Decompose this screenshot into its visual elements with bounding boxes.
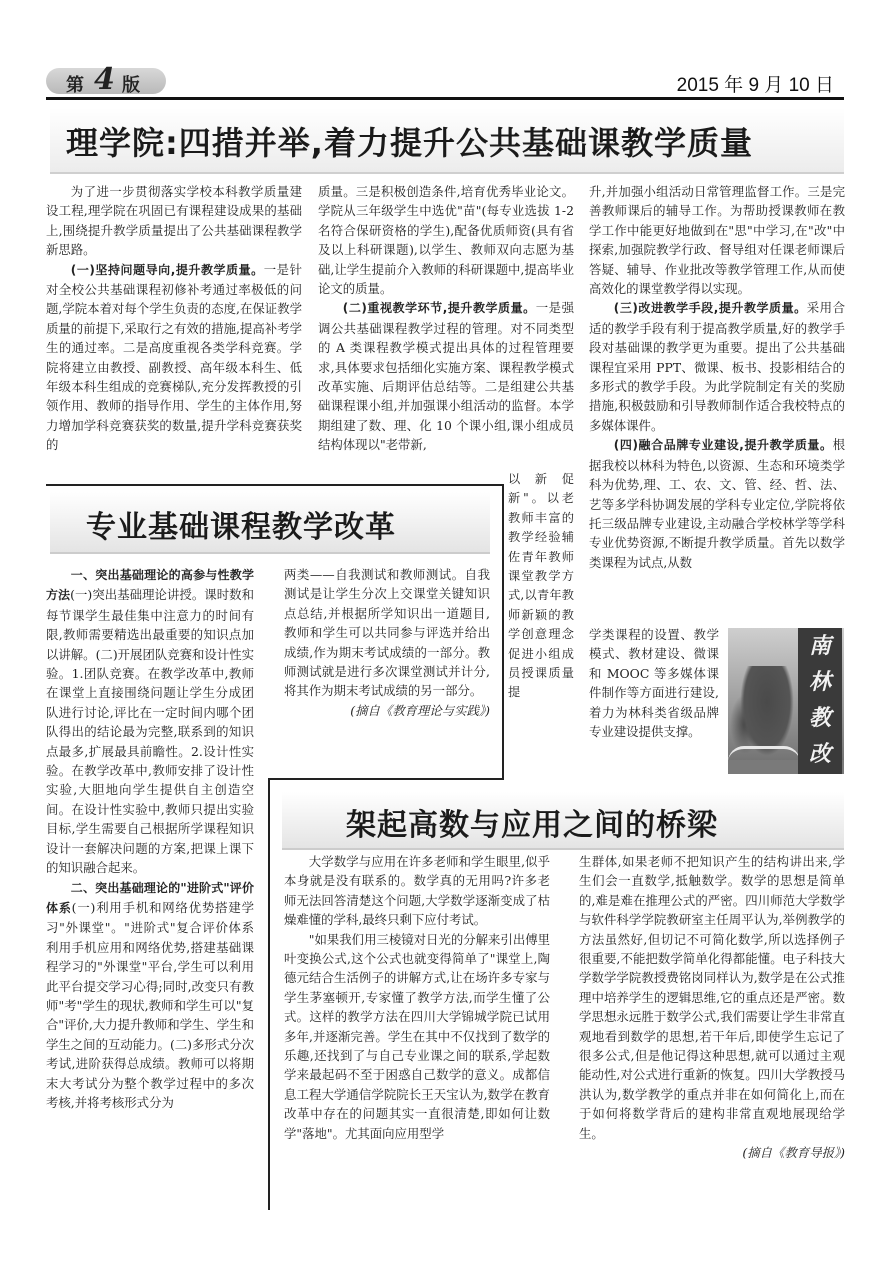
article2-top-rule: [46, 484, 504, 486]
article1-paragraph: 质量。三是积极创造条件,培育优秀毕业论文。学院从三年级学生中选优"苗"(每专业选拔 1-2 名符合保研资格的学生),配备优质师资(具有省及以上科研课题),以学生、教师双向志愿为基础,让学生提前介入教师的科研课题中,提高毕业论文的质量。: [318, 184, 574, 297]
article1-column-1: [46, 182, 302, 482]
article2-subheading: 二、突出基础理论的"进阶式"评价体系: [46, 880, 254, 915]
article1-title-box: [50, 108, 844, 174]
article3-column-1: [284, 852, 550, 1212]
page-number-badge: [46, 62, 166, 97]
article2-bottom-rule: [268, 778, 504, 780]
article2-column-2: [284, 565, 490, 755]
article1-paragraph: [589, 435, 845, 572]
article1-subheading: (一)坚持问题导向,提升教学质量。: [70, 262, 264, 277]
article3-title-box: [282, 792, 844, 850]
article3-column-2: [579, 852, 845, 1212]
article1-text: 根据我校以林科为特色,以资源、生态和环境类学科为优势,理、工、农、文、管、经、哲、法、艺等多学科协调发展的学科专业定位,学院将依托三级品牌专业建设,主动融合学校林学等学科专业优势资源,不断提升教学质量。首先以数学类课程为试点,从数: [589, 437, 845, 570]
header-rule: [46, 97, 844, 100]
article1-text: 一是针对全校公共基础课程初修补考通过率极低的问题,学院本着对每个学生负责的态度,在保证教学质量的前提下,采取行之有效的措施,提高补考学生的通过率。二是高度重视各类学科竞赛。学院将建立由教授、副教授、高年级本科生、低年级本科生组成的竞赛梯队,充分发挥教授的引领作用、教师的指导作用、学生的主体作用,努力增加学科竞赛获奖的数量,提升学科竞赛获奖的: [46, 261, 302, 453]
article2-text: (一)突出基础理论讲授。课时数和每节课学生最佳集中注意力的时间有限,教师需要精选出最重要的知识点加以讲解。(二)开展团队竞赛和设计性实验。1.团队竞赛。在教学改革中,教师在课堂上直接围绕问题让学生分成团队进行讨论,评比在一定时间内哪个团队得出的结论最为完整,联系到的知识点最多,扩展最具前瞻性。2.设计性实验。在教学改革中,教师安排了设计性实验,大胆地向学生提供自主创造空间。在设计性实验中,教师只提出实验目标,学生需要自己根据所学课程知识设计一套解决问题的方案,把课上课下的知识融合起来。: [46, 587, 254, 876]
article2-paragraph: [46, 878, 254, 1113]
article1-subheading: (三)改进教学手段,提升教学质量。: [613, 301, 807, 316]
article2-text: (一)利用手机和网络优势搭建学习"外课堂"。"进阶式"复合评价体系利用手机应用和网络优势,搭建基础课程学习的"外课堂"平台,学生可以利用此平台提交学习心得;同时,改变只有教师"考"学生的现状,教师和学生可以"复合"评价,大力提升教师和学生、学生和学生之间的互动能力。(二)多形式分次考试,进阶获得总成绩。教师可以将期末大考试分为整个教学过程中的多次考核,并将考核形式分为: [46, 899, 254, 1110]
article1-paragraph: 为了进一步贯彻落实学校本科教学质量建设工程,理学院在巩固已有课程建设成果的基础上,围绕提升教学质量提出了公共基础课程教学新思路。: [46, 184, 302, 258]
page-header: [46, 62, 844, 100]
article1-paragraph: [589, 298, 845, 435]
page-number: 4: [94, 62, 115, 97]
article2-subheading: 一、突出基础理论的高参与性教学方法: [46, 568, 254, 603]
page-prefix: 第: [66, 75, 84, 96]
stamp-char: 教: [808, 705, 831, 731]
campus-photo: [728, 628, 844, 774]
article3-title: 架起高数与应用之间的桥梁: [346, 808, 718, 843]
article1-title: 理学院:四措并举,着力提升公共基础课教学质量: [66, 124, 753, 162]
article2-column-1: [46, 565, 254, 1210]
stamp-char: 南: [808, 633, 831, 659]
article1-paragraph: 学类课程的设置、教学模式、教材建设、微课和 MOOC 等多媒体课件制作等方面进行建设,着力为林科类省级品牌专业建设提供支撑。: [589, 627, 719, 740]
article1-text: 一是强调公共基础课程教学过程的管理。对不同类型的 A 类课程教学模式提出具体的过程管理要求,具体要求包括细化实施方案、课程教学模式改革实施、后期评估总结等。二是组建公共基础课程课小组,并加强课小组活动的监督。本学期组建了数、理、化 10 个课小组,课小组成员结构体现以"老带新,: [318, 300, 574, 453]
article3-paragraph: 生群体,如果老师不把知识产生的结构讲出来,学生们会一直数学,抵触数学。数学的思想是简单的,难是难在推理公式的严密。四川师范大学数学与软件科学学院教研室主任周平认为,举例教学的方法虽然好,但切记不可简化数学,所以选择例子很重要,不能把数学简单化得都能懂。电子科技大学数学学院教授费铭岗同样认为,数学是在公式推理中培养学生的逻辑思维,它的重点还是严密。数学思想永远胜于数学公式,我们需要让学生非常直观地看到数学的思想,若干年后,即使学生忘记了很多公式,但是他记得这种思想,就可以通过主观能动性,对公式进行重新的恢复。四川大学教授马洪认为,数学教学的重点并非在如何简化上,而在于如何将数学背后的建构非常直观地展现给学生。: [579, 854, 845, 1141]
article3-paragraph: "如果我们用三棱镜对日光的分解来引出傅里叶变换公式,这个公式也就变得简单了"课堂上,陶德元结合生活例子的讲解方式,让在场许多专家与学生茅塞顿开,专家懂了教学方法,而学生懂了公式。这样的教学方法在四川大学锦城学院已试用多年,并逐渐完善。学生在其中不仅找到了数学的乐趣,还找到了与自己专业课之间的联系,学起数学来最起码不至于困惑自己数学的意义。成都信息工程大学通信学院院长王天宝认为,数学在教育改革中存在的问题其实一直很清楚,即如何让数学"落地"。尤其面向应用型学: [284, 931, 550, 1141]
article1-paragraph: [46, 260, 302, 455]
article2-paragraph: [46, 565, 254, 878]
article2-paragraph: 两类——自我测试和教师测试。自我测试是让学生分次上交课堂关键知识点总结,并根据所学知识出一道题目,教师和学生可以共同参与评选并给出成绩,作为期末考试成绩的一部分。教师测试就是进行多次课堂测试并计分,将其作为期末考试成绩的另一部分。: [284, 567, 490, 699]
article1-text: 采用合适的教学手段有利于提高教学质量,好的教学手段对基础课的教学更为重要。提出了公共基础课程宜采用 PPT、微课、板书、投影相结合的多形式的教学手段。为此学院制定有关的奖励措施,积极鼓励和引导教师制作适合我校特点的多媒体课件。: [589, 300, 845, 433]
stamp-char: 改: [808, 741, 831, 767]
article1-column-3: [589, 182, 845, 627]
article2-title-box: [50, 492, 490, 554]
article3-left-rule: [268, 778, 270, 1210]
page-suffix: 版: [122, 75, 140, 96]
article3-paragraph: 大学数学与应用在许多老师和学生眼里,似乎本身就是没有联系的。数学真的无用吗?许多老师无法回答清楚这个问题,大学数学逐渐变成了枯燥难懂的学科,最终只剩下应付考试。: [284, 854, 550, 928]
article1-paragraph: 升,并加强小组活动日常管理监督工作。三是完善教师课后的辅导工作。为帮助授课教师在教学工作中能更好地做到在"思"中学习,在"改"中探索,加强院教学行政、督导组对任课老师课后答疑、辅导、作业批改等教学管理工作,从而使高效化的课堂教学得以实现。: [589, 184, 845, 297]
photo-stamp: [798, 628, 842, 774]
article1-column-2: [318, 182, 574, 482]
article1-paragraph: [318, 298, 574, 454]
stamp-char: 林: [808, 669, 831, 695]
article2-source: (摘自《教育理论与实践》): [350, 702, 490, 718]
article1-subheading: (二)重视教学环节,提升教学质量。: [342, 301, 536, 316]
article1-paragraph: 以新促新"。以老教师丰富的教学经验辅佐青年教师课堂教学方式,以青年教师新颖的教学创意理念促进小组成员授课质量提: [508, 472, 574, 700]
article2-title: 专业基础课程教学改革: [86, 510, 396, 545]
article2-right-rule: [502, 484, 504, 780]
article1-column-2-narrow: [508, 470, 574, 775]
photo-tree: [740, 666, 794, 756]
article1-column-3-narrow: [589, 625, 719, 775]
article3-source: (摘自《教育导报》): [742, 1145, 845, 1161]
issue-date: 2015 年 9 月 10 日: [676, 75, 834, 96]
article1-subheading: (四)融合品牌专业建设,提升教学质量。: [613, 438, 833, 453]
